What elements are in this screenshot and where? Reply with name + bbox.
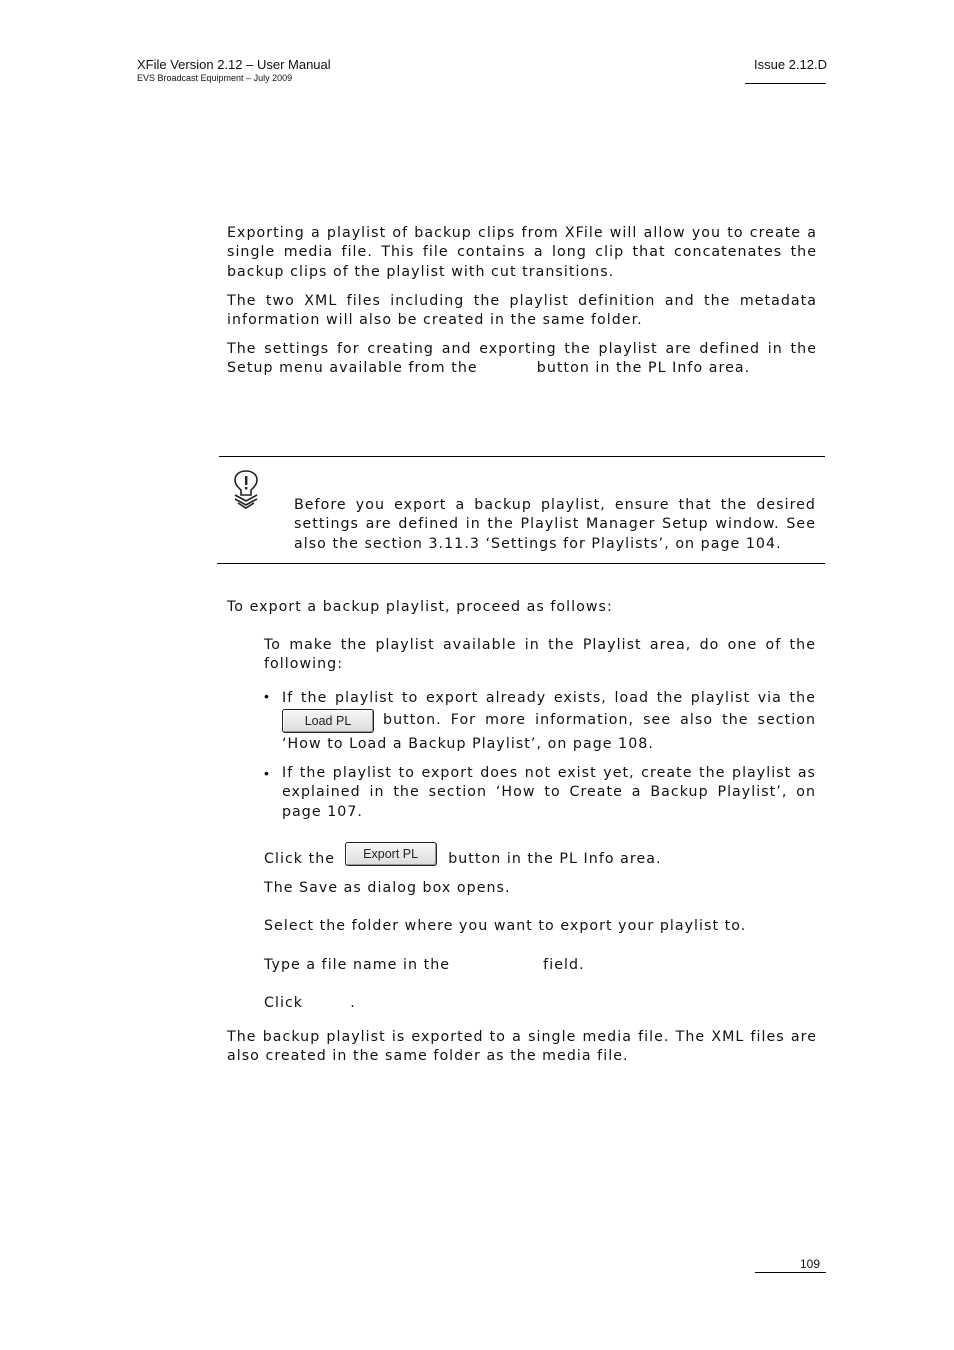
- issue-number: Issue 2.12.D: [754, 57, 827, 72]
- step-2-end: button in the PL Info area.: [448, 851, 662, 867]
- step-2-start: Click the: [264, 851, 336, 867]
- bullet-1-start: If the playlist to export already exists, load the playlist via the: [282, 690, 816, 706]
- bullet-1-end: button. For more information, see also the section ‘How to Load a Backup Playlist’, on page 108.: [282, 712, 817, 752]
- export-pl-button[interactable]: Export PL: [345, 842, 437, 866]
- step-3-text: Select the folder where you want to export your playlist to.: [264, 918, 747, 934]
- intro-paragraph-3-start: The settings for creating and exporting the playlist are defined in the Setup menu available from the: [227, 341, 817, 377]
- procedure-intro: To export a backup playlist, proceed as follows:: [227, 599, 613, 615]
- bullet-2-marker: •: [264, 765, 269, 781]
- step-5-end: .: [350, 995, 356, 1011]
- footer-rule: [755, 1272, 826, 1273]
- note-icon: [229, 468, 263, 510]
- step-4-start: Type a file name in the: [264, 957, 451, 973]
- intro-paragraph-3-end: button in the PL Info area.: [536, 360, 751, 377]
- step-1-bullet-2: If the playlist to export does not exist yet, create the playlist as explained in the section ‘How to Create a Backup Playlist’, on page 107.: [282, 765, 816, 820]
- step-4-end: field.: [543, 957, 585, 973]
- step-1-text: To make the playlist available in the Playlist area, do one of the following:: [264, 637, 816, 673]
- step-2-text: [264, 847, 662, 869]
- note-top-rule: [219, 456, 825, 457]
- step-1-bullet-1: [282, 687, 816, 755]
- step-2-result: The Save as dialog box opens.: [264, 880, 511, 896]
- step-5-start: Click: [264, 995, 304, 1011]
- step-5-text: [264, 994, 356, 1013]
- bullet-1-marker: •: [264, 688, 269, 704]
- intro-paragraph-2: The two XML files including the playlist definition and the metadata information will also be created in the same folder.: [227, 293, 817, 329]
- manual-subtitle: EVS Broadcast Equipment – July 2009: [137, 73, 293, 83]
- note-bottom-rule: [217, 563, 825, 564]
- manual-title: XFile Version 2.12 – User Manual: [137, 57, 331, 72]
- intro-paragraph-3: [227, 340, 817, 379]
- note-text: Before you export a backup playlist, ensure that the desired settings are defined in the Playlist Manager Setup window. See also the section 3.11.3 ‘Settings for Playlists’, on page 104.: [294, 497, 816, 552]
- header-rule: [745, 83, 826, 84]
- intro-paragraph-1: Exporting a playlist of backup clips from XFile will allow you to create a single media file. This file contains a long clip that concatenates the backup clips of the playlist with cut transitions.: [227, 225, 817, 280]
- step-4-text: [264, 956, 585, 975]
- page-number: 109: [800, 1257, 821, 1271]
- procedure-result: The backup playlist is exported to a single media file. The XML files are also created in the same folder as the media file.: [227, 1029, 817, 1065]
- load-pl-button[interactable]: Load PL: [282, 709, 374, 733]
